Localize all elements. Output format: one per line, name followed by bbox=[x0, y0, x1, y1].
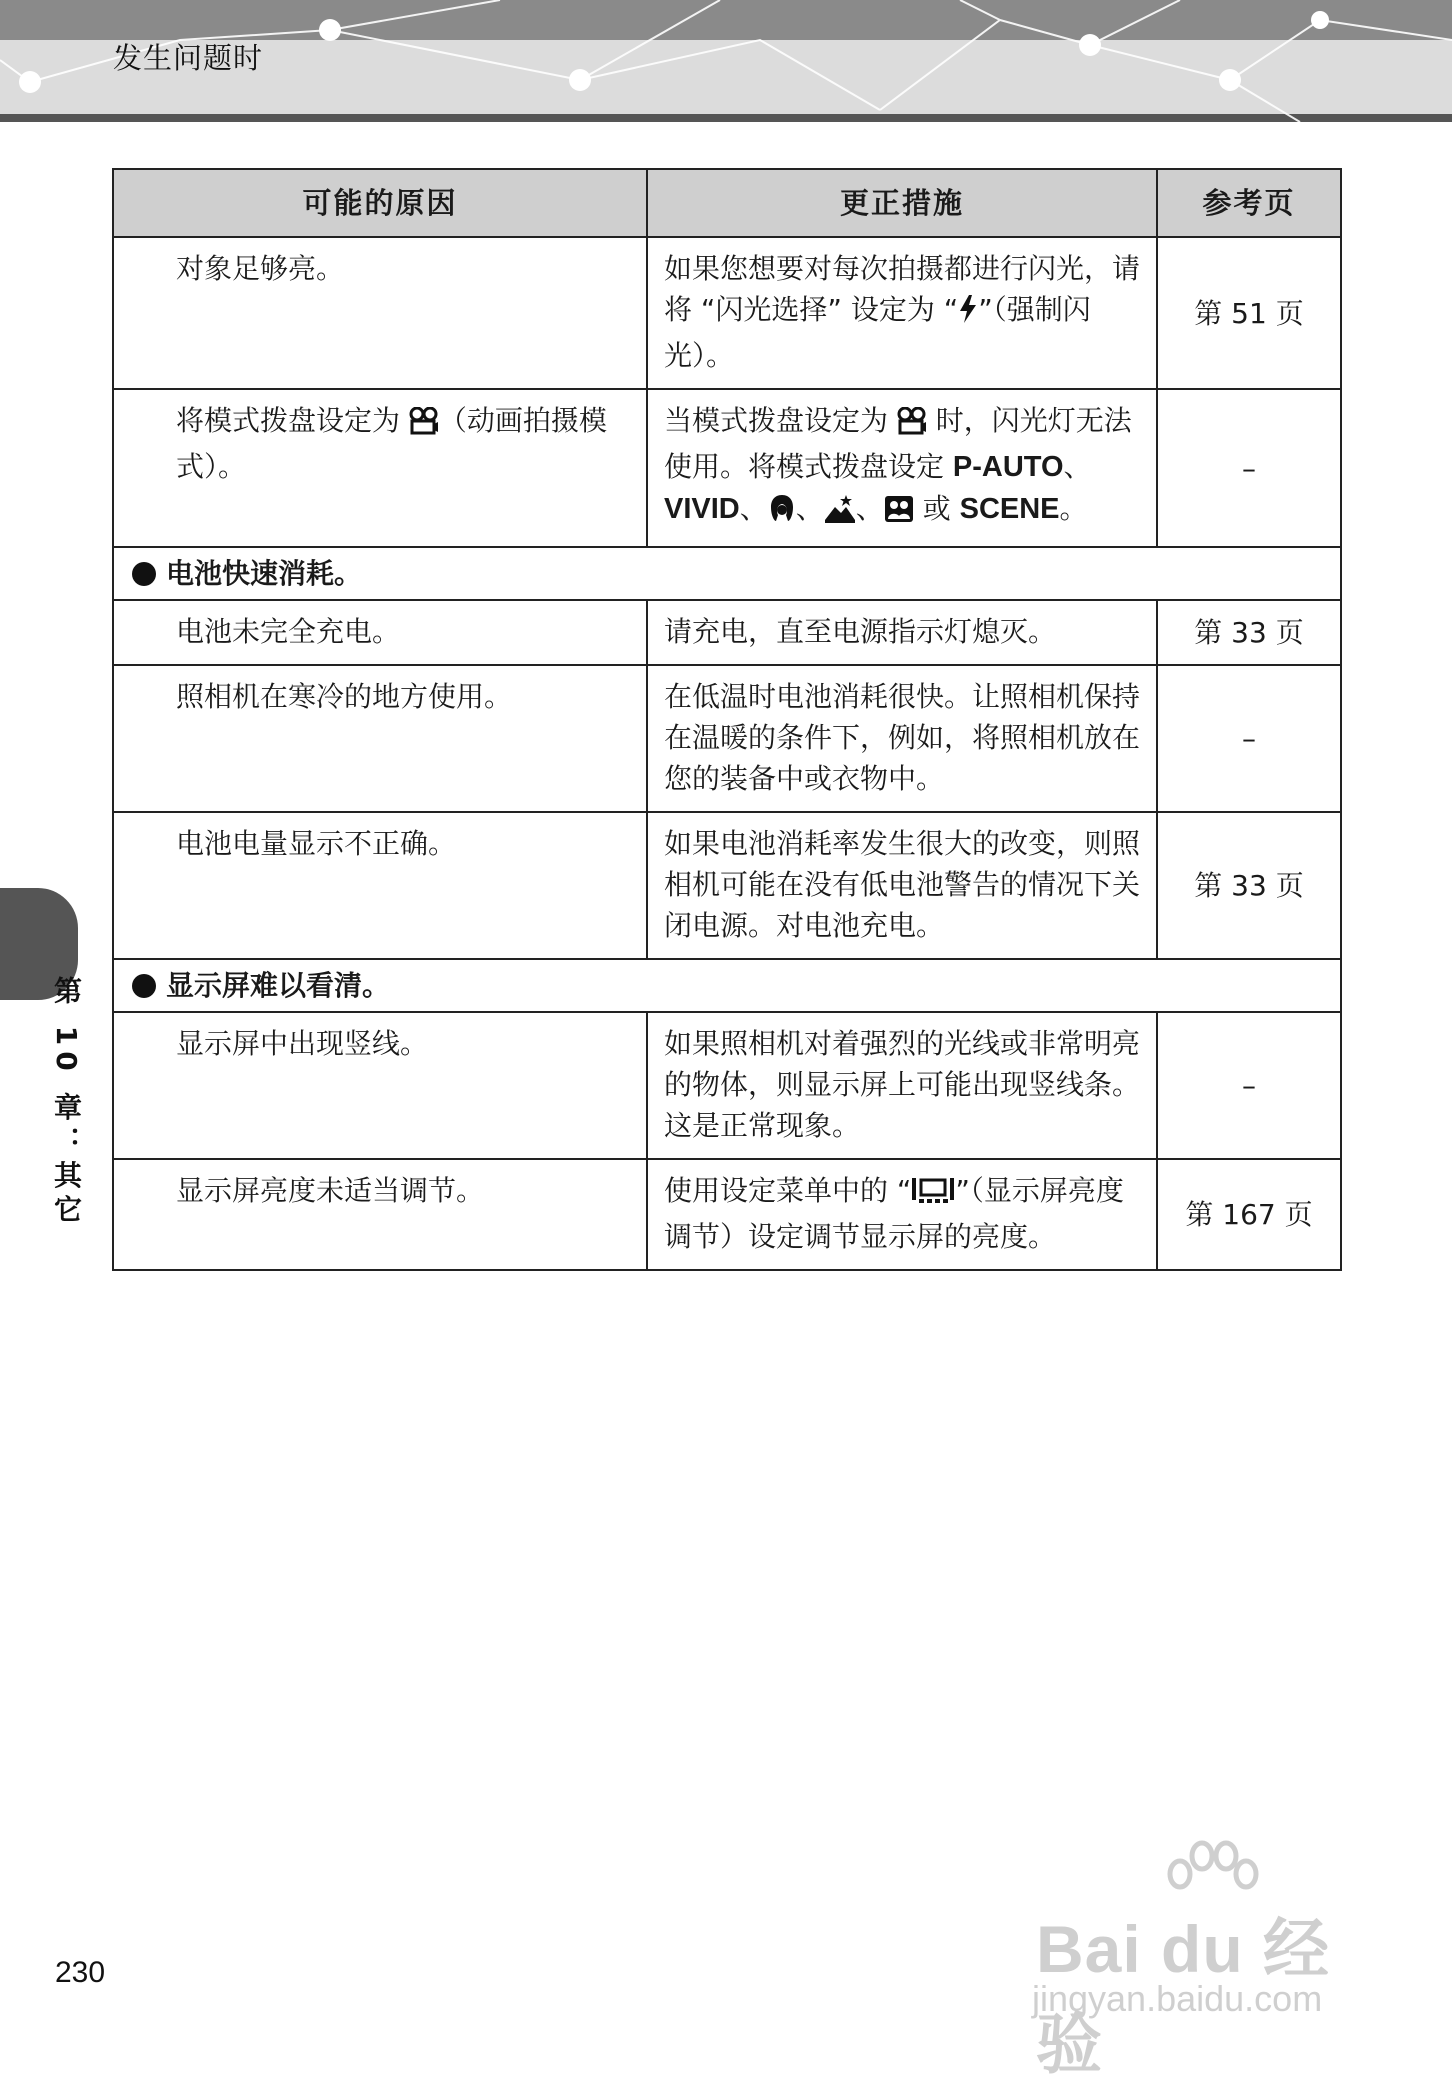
watermark-main: Bai du 经验 bbox=[1036, 1912, 1331, 2081]
table-row bbox=[113, 389, 1341, 547]
mode-scene: SCENE bbox=[959, 493, 1060, 525]
cause-cell: 对象足够亮。 bbox=[113, 237, 647, 389]
ref-cell: – bbox=[1157, 665, 1341, 812]
table-row bbox=[113, 812, 1341, 959]
bullet-icon bbox=[132, 974, 156, 998]
bullet-icon bbox=[132, 562, 156, 586]
fix-text: ”（强制闪光）。 bbox=[664, 293, 1091, 372]
section-title: 电池快速消耗。 bbox=[166, 557, 363, 590]
fix-cell bbox=[647, 237, 1157, 389]
table-row bbox=[113, 237, 1341, 389]
movie-mode-icon bbox=[409, 405, 439, 446]
cause-cell: 照相机在寒冷的地方使用。 bbox=[113, 665, 647, 812]
table-row bbox=[113, 1159, 1341, 1270]
cause-cell bbox=[113, 389, 647, 547]
header-fix: 更正措施 bbox=[647, 169, 1157, 237]
fix-text: 使用设定菜单中的 “ bbox=[664, 1174, 912, 1207]
header-ref: 参考页 bbox=[1157, 169, 1341, 237]
header-title: 发生问题时 bbox=[113, 41, 264, 75]
cause-cell: 电池电量显示不正确。 bbox=[113, 812, 647, 959]
cause-text: 将模式拨盘设定为 bbox=[176, 404, 409, 437]
ref-cell: 第 167 页 bbox=[1157, 1159, 1341, 1270]
section-row bbox=[113, 547, 1341, 600]
section-title: 显示屏难以看清。 bbox=[166, 969, 391, 1002]
movie-mode-icon bbox=[897, 405, 927, 446]
ref-cell: 第 33 页 bbox=[1157, 812, 1341, 959]
fix-text: 如果您想要对每次拍摄都进行闪光，请将 “闪光选择” 设定为 “ bbox=[664, 252, 1141, 326]
section-row bbox=[113, 959, 1341, 1012]
portrait-mode-icon bbox=[768, 493, 796, 534]
cause-cell: 显示屏中出现竖线。 bbox=[113, 1012, 647, 1159]
flash-icon bbox=[958, 294, 978, 335]
separator: 、 bbox=[1063, 450, 1092, 483]
table-row bbox=[113, 1012, 1341, 1159]
watermark-url: jingyan.baidu.com bbox=[1032, 1978, 1323, 2019]
ref-cell: 第 51 页 bbox=[1157, 237, 1341, 389]
fix-cell: 如果照相机对着强烈的光线或非常明亮的物体，则显示屏上可能出现竖线条。这是正常现象。 bbox=[647, 1012, 1157, 1159]
separator: 、 bbox=[739, 492, 768, 525]
night-landscape-icon bbox=[824, 493, 856, 534]
ref-cell: 第 33 页 bbox=[1157, 600, 1341, 665]
mode-vivid: VIVID bbox=[664, 493, 740, 525]
ref-cell: – bbox=[1157, 389, 1341, 547]
cause-cell: 显示屏亮度未适当调节。 bbox=[113, 1159, 647, 1270]
page-header bbox=[0, 0, 1452, 122]
cause-text: （动画拍摄模式）。 bbox=[176, 404, 607, 483]
cause-cell: 电池未完全充电。 bbox=[113, 600, 647, 665]
table-row bbox=[113, 665, 1341, 812]
fix-cell: 请充电，直至电源指示灯熄灭。 bbox=[647, 600, 1157, 665]
fix-text: 时，闪光灯无法使用。将模式拨盘设定 bbox=[664, 404, 1132, 483]
table-row bbox=[113, 600, 1341, 665]
fix-text: 。 bbox=[1059, 492, 1088, 525]
separator: 、 bbox=[855, 492, 884, 525]
section-heading bbox=[113, 959, 1341, 1012]
separator: 、 bbox=[795, 492, 824, 525]
fix-cell bbox=[647, 1159, 1157, 1270]
fix-text: ”（显示屏亮度调节）设定调节显示屏的亮度。 bbox=[664, 1174, 1124, 1253]
ref-cell: – bbox=[1157, 1012, 1341, 1159]
fix-cell: 如果电池消耗率发生很大的改变，则照相机可能在没有低电池警告的情况下关闭电源。对电池充电。 bbox=[647, 812, 1157, 959]
page-number: 230 bbox=[55, 1956, 106, 1989]
or-text: 或 bbox=[913, 492, 960, 525]
troubleshooting-table bbox=[112, 168, 1342, 1271]
fix-cell bbox=[647, 389, 1157, 547]
watermark bbox=[1020, 1836, 1380, 2081]
section-heading bbox=[113, 547, 1341, 600]
mode-p-auto: P-AUTO bbox=[952, 451, 1064, 483]
brightness-icon bbox=[911, 1175, 955, 1216]
multi-face-mode-icon bbox=[884, 493, 914, 534]
chapter-label: 第 10 章：其它 bbox=[50, 976, 83, 1229]
header-cause: 可能的原因 bbox=[113, 169, 647, 237]
fix-cell: 在低温时电池消耗很快。让照相机保持在温暖的条件下，例如，将照相机放在您的装备中或衣物中。 bbox=[647, 665, 1157, 812]
table-header-row bbox=[113, 169, 1341, 237]
fix-text: 当模式拨盘设定为 bbox=[664, 404, 897, 437]
